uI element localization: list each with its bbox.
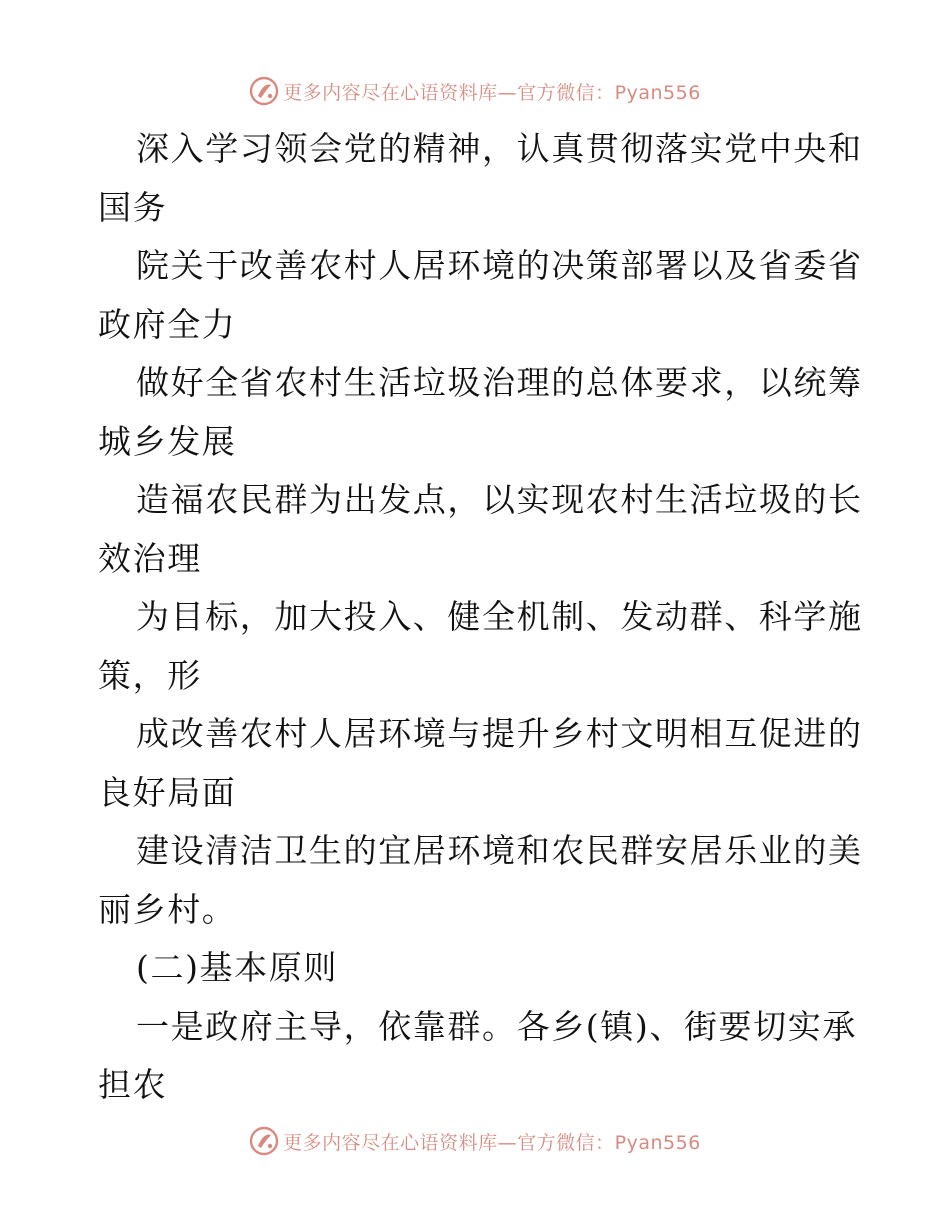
body-line: 为目标，加大投入、健全机制、发动群、科学施	[136, 597, 863, 636]
footer-watermark-text: 更多内容尽在心语资料库—官方微信：Pyan556	[283, 1131, 701, 1154]
body-line: 政府全力	[98, 304, 237, 344]
body-line: 国务	[98, 187, 168, 227]
section-heading: (二)基本原则	[136, 948, 338, 987]
body-line: 院关于改善农村人居环境的决策部署以及省委省	[136, 246, 863, 285]
footer-watermark-banner	[0, 1124, 950, 1158]
watermark-logo-icon	[249, 76, 279, 106]
body-line: 做好全省农村生活垃圾治理的总体要求，以统筹	[136, 363, 863, 402]
body-line: 丽乡村。	[98, 889, 237, 929]
body-line: 效治理	[98, 538, 202, 578]
header-watermark-banner	[0, 74, 950, 108]
watermark-logo-icon	[249, 1126, 279, 1156]
body-line: 策，形	[98, 655, 202, 695]
body-line: 深入学习领会党的精神，认真贯彻落实党中央和	[136, 129, 863, 168]
body-line: 一是政府主导，依靠群。各乡(镇)、街要切实承	[136, 1006, 857, 1046]
body-line: 建设清洁卫生的宜居环境和农民群安居乐业的美	[136, 831, 863, 870]
header-watermark-text: 更多内容尽在心语资料库—官方微信：Pyan556	[283, 81, 701, 104]
body-line: 城乡发展	[98, 421, 237, 461]
body-line: 良好局面	[98, 772, 237, 812]
document-body	[98, 120, 863, 1115]
body-line: 造福农民群为出发点，以实现农村生活垃圾的长	[136, 480, 863, 519]
body-line: 担农	[98, 1065, 168, 1104]
body-line: 成改善农村人居环境与提升乡村文明相互促进的	[136, 714, 863, 753]
